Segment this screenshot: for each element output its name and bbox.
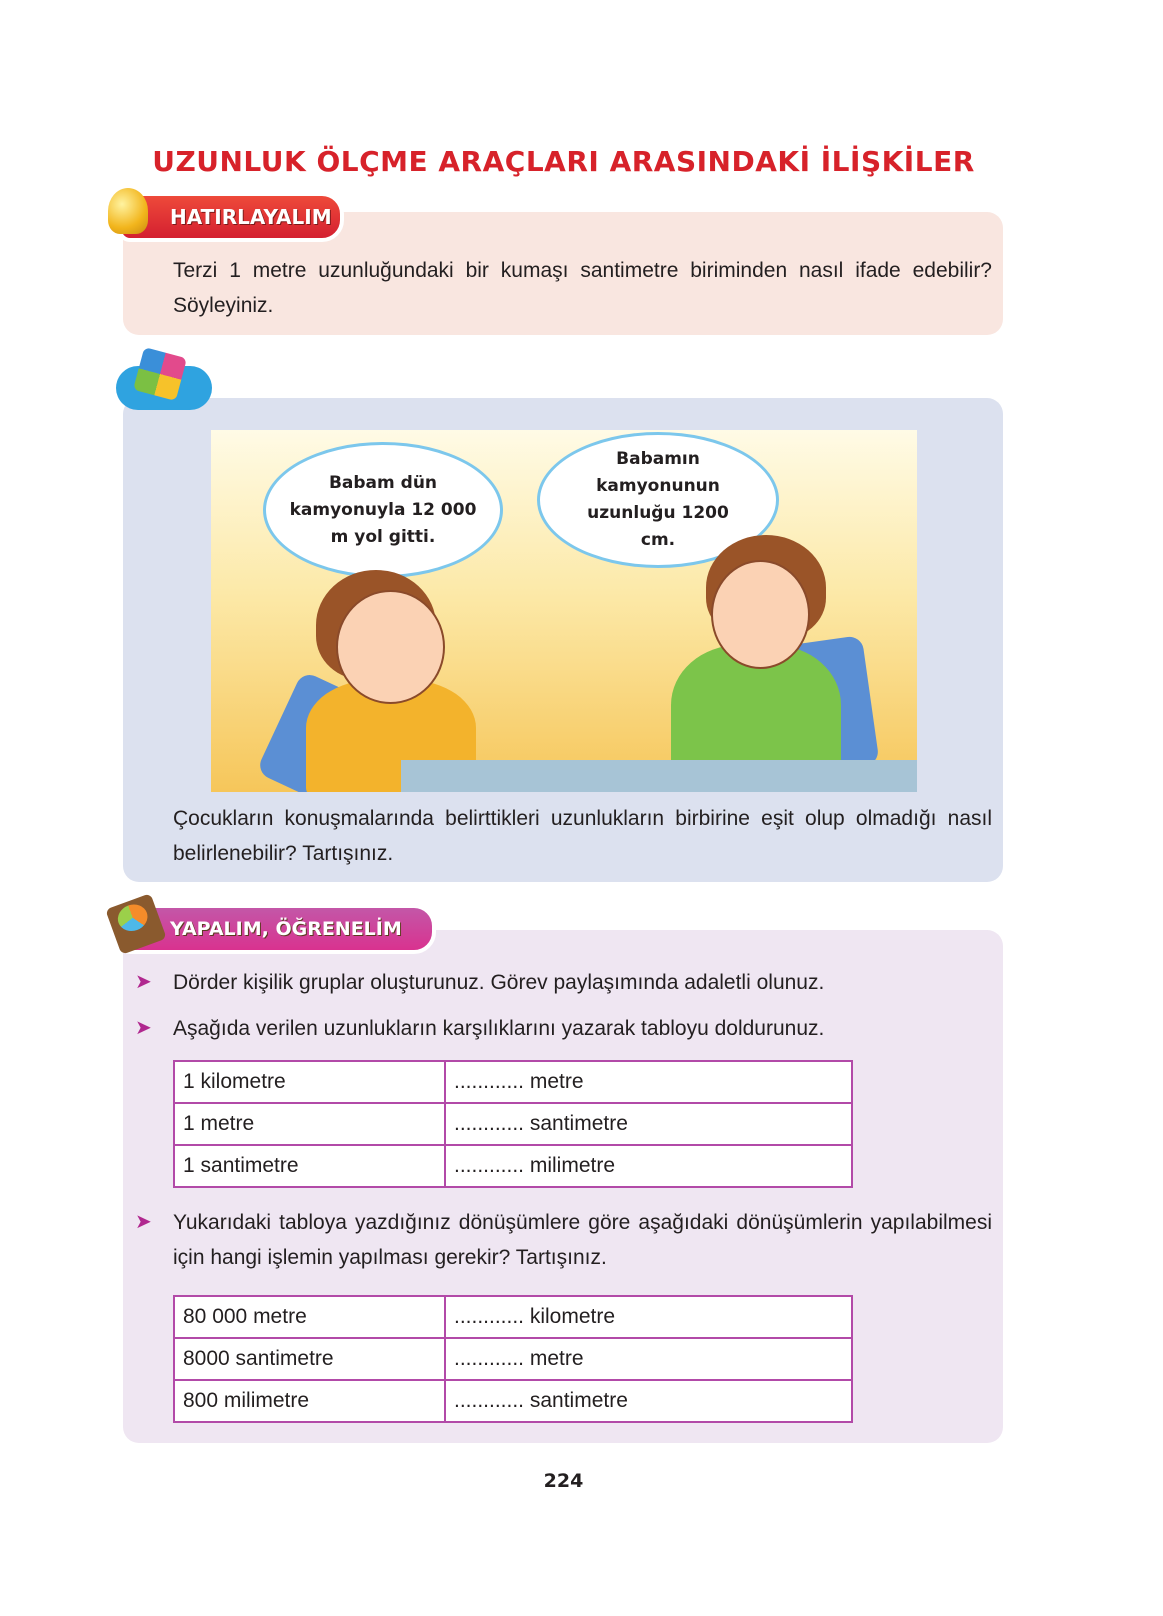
table-cell: ............ metre	[445, 1338, 852, 1380]
table-row	[174, 1338, 852, 1380]
bell-icon	[108, 188, 148, 234]
speech-bubble-left-text: Babam dün kamyonuyla 12 000 m yol gitti.	[289, 472, 477, 547]
hatirlayalim-text	[135, 253, 992, 323]
table-row	[174, 1380, 852, 1422]
boy-left-head	[336, 590, 445, 704]
boy-right-head	[711, 560, 810, 669]
conversion-table-2	[173, 1295, 853, 1423]
table-cell: 80 000 metre	[174, 1296, 445, 1338]
puzzle-icon	[116, 366, 212, 410]
arrow-bullet-icon: ➤	[135, 1017, 152, 1039]
conversion-table-1	[173, 1060, 853, 1188]
table-cell: ............ santimetre	[445, 1103, 852, 1145]
hatirlayalim-tag: HATIRLAYALIM	[118, 192, 344, 242]
table-cell: 8000 santimetre	[174, 1338, 445, 1380]
bullet-item	[135, 1205, 992, 1275]
bullet-text: Dörder kişilik gruplar oluşturunuz. Görev paylaşımında adaletli olunuz.	[173, 971, 825, 994]
bullet-text: Yukarıdaki tabloya yazdığınız dönüşümlere göre aşağıdaki dönüşümlerin yapılabilmesi için hangi işlemin yapılması gerekir? Tartışınız.	[173, 1211, 992, 1269]
discussion-text	[135, 801, 992, 871]
table-cell: 800 milimetre	[174, 1380, 445, 1422]
bullet-text: Aşağıda verilen uzunlukların karşılıklarını yazarak tabloyu doldurunuz.	[173, 1017, 825, 1040]
table-cell: ............ milimetre	[445, 1145, 852, 1187]
table-cell: ............ kilometre	[445, 1296, 852, 1338]
arrow-bullet-icon: ➤	[135, 971, 152, 993]
page-title: UZUNLUK ÖLÇME ARAÇLARI ARASINDAKİ İLİŞKİLER	[152, 145, 975, 178]
arrow-bullet-icon: ➤	[135, 1211, 152, 1233]
table	[401, 760, 917, 792]
hatirlayalim-paragraph: Terzi 1 metre uzunluğundaki bir kumaşı santimetre biriminden nasıl ifade edebilir? Söyleyiniz.	[173, 259, 992, 317]
bullet-item	[135, 965, 992, 1000]
speech-bubble-left	[263, 442, 503, 578]
speech-bubble-right-text: Babamın kamyonunun uzunluğu 1200 cm.	[587, 449, 729, 550]
table-row	[174, 1103, 852, 1145]
bullet-item	[135, 1011, 992, 1046]
discussion-paragraph: Çocukların konuşmalarında belirttikleri uzunlukların birbirine eşit olup olmadığı nasıl belirlenebilir? Tartışınız.	[173, 807, 992, 865]
table-row	[174, 1145, 852, 1187]
table-row	[174, 1296, 852, 1338]
table-cell: 1 santimetre	[174, 1145, 445, 1187]
page-number: 224	[543, 1470, 584, 1492]
table-cell: ............ santimetre	[445, 1380, 852, 1422]
yapalim-tag: YAPALIM, ÖĞRENELİM	[118, 904, 436, 954]
table-cell: 1 metre	[174, 1103, 445, 1145]
illustration-two-boys-talking	[211, 430, 917, 792]
table-cell: 1 kilometre	[174, 1061, 445, 1103]
table-cell: ............ metre	[445, 1061, 852, 1103]
table-row	[174, 1061, 852, 1103]
